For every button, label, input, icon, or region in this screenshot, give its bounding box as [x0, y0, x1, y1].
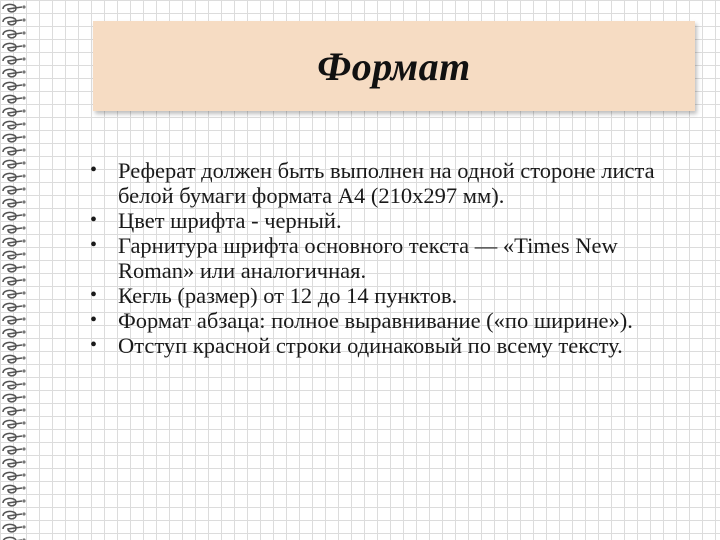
title-box	[93, 21, 695, 111]
spiral-loop-icon	[3, 147, 26, 155]
spiral-binding-icon	[0, 0, 30, 540]
list-item-text: Отступ красной строки одинаковый по всему тексту.	[118, 333, 623, 358]
spiral-loop-icon	[3, 56, 26, 64]
list-item-text: Кегль (размер) от 12 до 14 пунктов.	[118, 283, 458, 308]
spiral-loop-icon	[3, 4, 26, 12]
spiral-loop-icon	[3, 225, 26, 233]
list-item	[86, 283, 686, 308]
bullet-icon: •	[90, 209, 98, 231]
spiral-loop-icon	[3, 82, 26, 90]
bullet-icon: •	[90, 309, 98, 331]
list-item-text: Цвет шрифта - черный.	[118, 208, 342, 233]
spiral-loop-icon	[3, 485, 26, 493]
spiral-loop-icon	[3, 69, 26, 77]
bullet-icon: •	[90, 234, 98, 256]
spiral-loop-icon	[3, 108, 26, 116]
spiral-loop-icon	[3, 472, 26, 480]
spiral-loop-icon	[3, 290, 26, 298]
list-item	[86, 158, 686, 208]
spiral-loop-icon	[3, 251, 26, 259]
spiral-loop-icon	[3, 368, 26, 376]
spiral-loop-icon	[3, 420, 26, 428]
list-item	[86, 208, 686, 233]
spiral-loop-icon	[3, 238, 26, 246]
spiral-loop-icon	[3, 121, 26, 129]
spiral-loop-icon	[3, 212, 26, 220]
list-item	[86, 308, 686, 333]
bullet-icon: •	[90, 159, 98, 181]
spiral-loop-icon	[3, 186, 26, 194]
spiral-loop-icon	[3, 43, 26, 51]
spiral-loop-icon	[3, 160, 26, 168]
spiral-loop-icon	[3, 446, 26, 454]
spiral-loop-icon	[3, 95, 26, 103]
bullet-icon: •	[90, 284, 98, 306]
list-item	[86, 333, 686, 358]
spiral-loop-icon	[3, 511, 26, 519]
spiral-loop-icon	[3, 173, 26, 181]
spiral-loop-icon	[3, 30, 26, 38]
spiral-loop-icon	[3, 524, 26, 532]
list-item-text: Формат абзаца: полное выравнивание («по ширине»).	[118, 308, 633, 333]
spiral-loop-icon	[3, 303, 26, 311]
spiral-loop-icon	[3, 381, 26, 389]
spiral-loop-icon	[3, 199, 26, 207]
spiral-loop-icon	[3, 342, 26, 350]
spiral-loop-icon	[3, 433, 26, 441]
spiral-loop-icon	[3, 498, 26, 506]
spiral-loop-icon	[3, 264, 26, 272]
bullet-list	[86, 158, 686, 358]
list-item-text: Реферат должен быть выполнен на одной стороне листа белой бумаги формата А4 (210х297 мм).	[118, 158, 655, 208]
spiral-loop-icon	[3, 134, 26, 142]
spiral-loop-icon	[3, 355, 26, 363]
spiral-loop-icon	[3, 316, 26, 324]
slide-title: Формат	[317, 43, 471, 89]
spiral-loop-icon	[3, 407, 26, 415]
spiral-loop-icon	[3, 277, 26, 285]
list-item-text: Гарнитура шрифта основного текста — «Times New Roman» или аналогичная.	[118, 233, 618, 283]
spiral-loop-icon	[3, 329, 26, 337]
spiral-loop-icon	[3, 17, 26, 25]
bullet-icon: •	[90, 334, 98, 356]
list-item	[86, 233, 686, 283]
spiral-loop-icon	[3, 459, 26, 467]
spiral-loop-icon	[3, 394, 26, 402]
